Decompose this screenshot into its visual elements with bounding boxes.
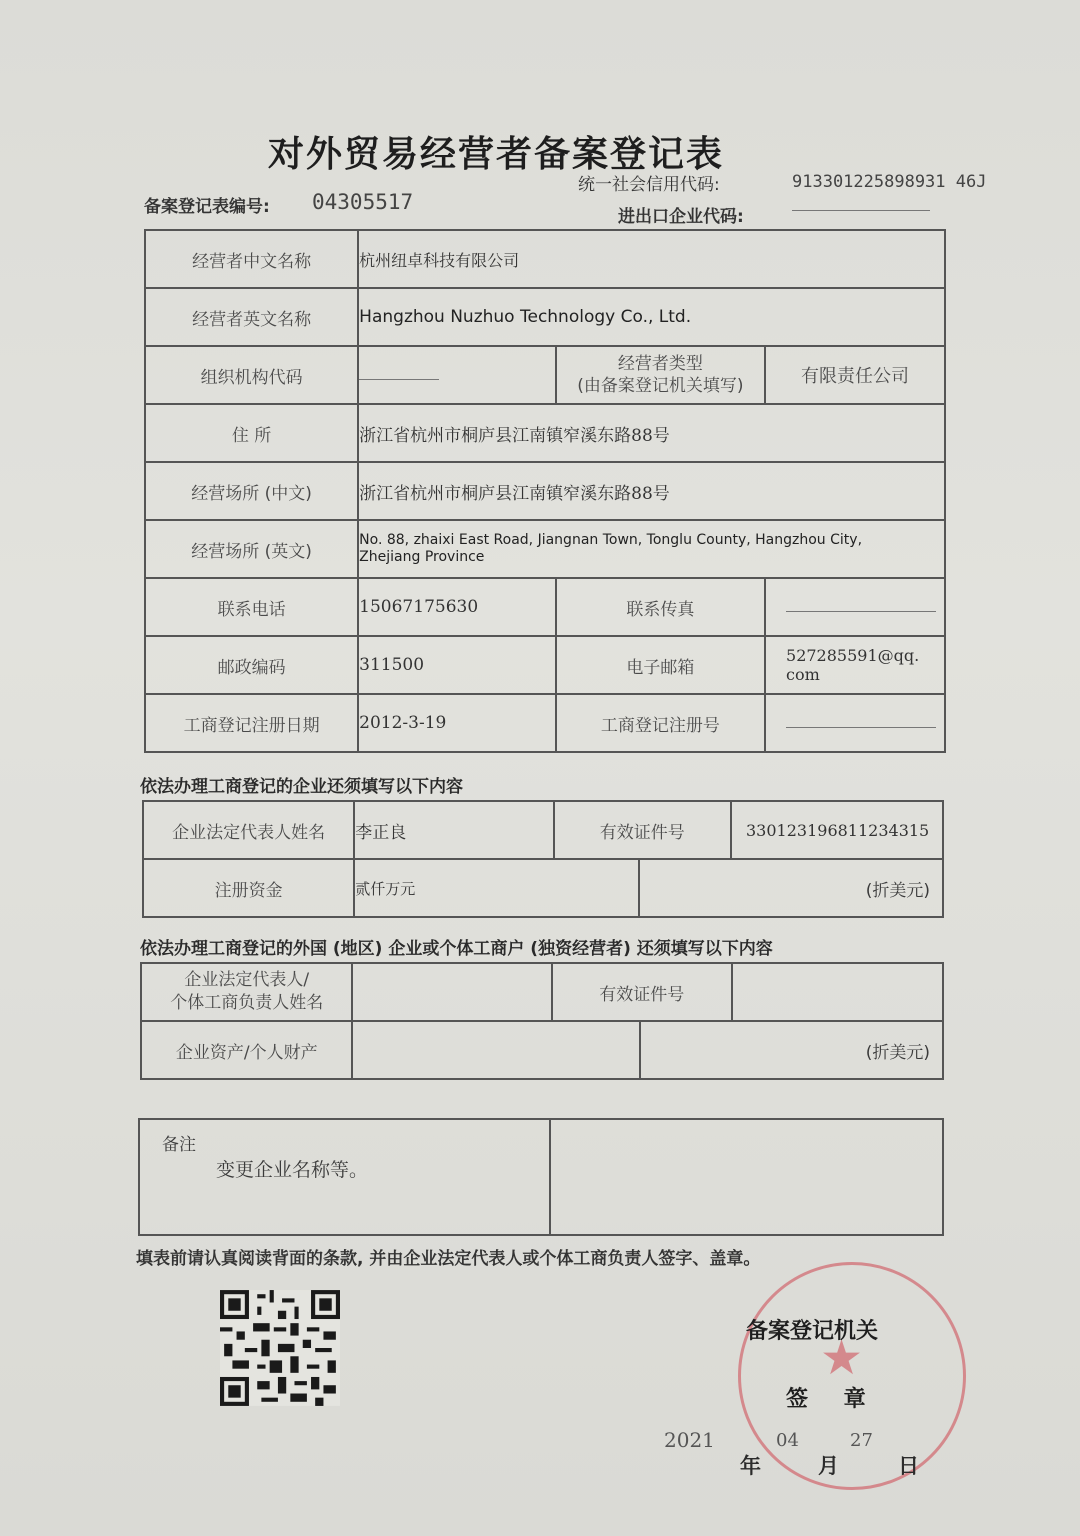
table-row bbox=[145, 636, 945, 694]
table-row bbox=[145, 694, 945, 752]
legal-rep-label: 企业法定代表人姓名 bbox=[143, 801, 354, 859]
capital-label: 注册资金 bbox=[143, 859, 354, 917]
import-export-code-blank bbox=[792, 210, 930, 211]
table-row bbox=[145, 288, 945, 346]
postcode-label: 邮政编码 bbox=[145, 636, 358, 694]
date-month-value: 04 bbox=[776, 1430, 799, 1451]
form-no-label: 备案登记表编号: bbox=[144, 197, 270, 217]
authority-label: 备案登记机关 bbox=[746, 1319, 879, 1344]
org-code-label: 组织机构代码 bbox=[145, 346, 358, 404]
name-en-label: 经营者英文名称 bbox=[145, 288, 358, 346]
remarks-blank-cell bbox=[550, 1119, 943, 1235]
sign-label: 签 章 bbox=[786, 1387, 880, 1412]
id-no-label-2: 有效证件号 bbox=[552, 963, 732, 1021]
rep-name-label-line1: 企业法定代表人/ bbox=[184, 970, 310, 990]
month-label: 月 bbox=[818, 1454, 839, 1478]
address-label: 住 所 bbox=[145, 404, 358, 462]
phone-value: 15067175630 bbox=[358, 578, 556, 636]
biz-place-cn-value: 浙江省杭州市桐庐县江南镇窄溪东路88号 bbox=[358, 462, 945, 520]
biz-place-en-line1: No. 88, zhaixi East Road, Jiangnan Town, Tonglu County, Hangzhou City, bbox=[359, 532, 863, 548]
table-row bbox=[145, 230, 945, 288]
fax-label: 联系传真 bbox=[556, 578, 765, 636]
main-table bbox=[144, 229, 946, 753]
table-row bbox=[141, 963, 943, 1021]
rep-name-label bbox=[141, 963, 352, 1021]
table-row bbox=[143, 801, 943, 859]
section1-table bbox=[142, 800, 944, 918]
email-value: 527285591@qq. com bbox=[765, 636, 945, 694]
table-row bbox=[143, 859, 943, 917]
date-day-value: 27 bbox=[850, 1430, 873, 1451]
operator-type-label bbox=[556, 346, 765, 404]
org-code-value bbox=[358, 346, 556, 404]
capital-usd-label: (折美元) bbox=[639, 859, 943, 917]
biz-place-en-value bbox=[358, 520, 945, 578]
assets-value bbox=[352, 1021, 639, 1079]
operator-type-label-line2: (由备案登记机关填写) bbox=[577, 376, 744, 396]
name-cn-label: 经营者中文名称 bbox=[145, 230, 358, 288]
section2-title: 依法办理工商登记的外国 (地区) 企业或个体工商户 (独资经营者) 还须填写以下内容 bbox=[140, 939, 773, 959]
qr-code-icon bbox=[220, 1290, 340, 1406]
section2-table bbox=[140, 962, 944, 1080]
biz-place-en-label: 经营场所 (英文) bbox=[145, 520, 358, 578]
assets-usd-label: (折美元) bbox=[640, 1021, 943, 1079]
reg-date-label: 工商登记注册日期 bbox=[145, 694, 358, 752]
id-no-value-2 bbox=[732, 963, 944, 1021]
form-no-value: 04305517 bbox=[312, 190, 414, 214]
rep-name-label-line2: 个体工商负责人姓名 bbox=[170, 993, 324, 1013]
table-row bbox=[145, 404, 945, 462]
biz-place-en-line2: Zhejiang Province bbox=[359, 549, 485, 565]
table-row bbox=[145, 462, 945, 520]
operator-type-label-line1: 经营者类型 bbox=[617, 354, 703, 374]
biz-place-cn-label: 经营场所 (中文) bbox=[145, 462, 358, 520]
postcode-value: 311500 bbox=[358, 636, 556, 694]
id-no-label: 有效证件号 bbox=[554, 801, 731, 859]
id-no-value: 330123196811234315 bbox=[731, 801, 943, 859]
reg-no-label: 工商登记注册号 bbox=[556, 694, 765, 752]
date-year-value: 2021 bbox=[664, 1428, 715, 1452]
phone-label: 联系电话 bbox=[145, 578, 358, 636]
section1-title: 依法办理工商登记的企业还须填写以下内容 bbox=[140, 777, 463, 797]
email-label: 电子邮箱 bbox=[556, 636, 765, 694]
table-row bbox=[145, 520, 945, 578]
remarks-text: 变更企业名称等。 bbox=[216, 1159, 369, 1181]
import-export-code-label: 进出口企业代码: bbox=[618, 207, 744, 227]
table-row bbox=[145, 346, 945, 404]
document-title: 对外贸易经营者备案登记表 bbox=[268, 134, 725, 175]
address-value: 浙江省杭州市桐庐县江南镇窄溪东路88号 bbox=[358, 404, 945, 462]
assets-label: 企业资产/个人财产 bbox=[141, 1021, 352, 1079]
credit-code-value: 913301225898931 46J bbox=[792, 172, 987, 192]
year-label: 年 bbox=[740, 1454, 761, 1478]
operator-type-value: 有限责任公司 bbox=[765, 346, 945, 404]
fax-value bbox=[765, 578, 945, 636]
legal-rep-value: 李正良 bbox=[354, 801, 553, 859]
credit-code-label: 统一社会信用代码: bbox=[578, 175, 720, 195]
rep-name-value bbox=[352, 963, 551, 1021]
table-row bbox=[141, 1021, 943, 1079]
table-row bbox=[145, 578, 945, 636]
table-row bbox=[139, 1119, 943, 1235]
remarks-table bbox=[138, 1118, 944, 1236]
capital-value: 贰仟万元 bbox=[354, 859, 639, 917]
seal-star-icon: ★ bbox=[820, 1330, 864, 1386]
name-en-value: Hangzhou Nuzhuo Technology Co., Ltd. bbox=[358, 288, 945, 346]
day-label: 日 bbox=[898, 1454, 919, 1478]
remarks-cell bbox=[139, 1119, 550, 1235]
name-cn-value: 杭州纽卓科技有限公司 bbox=[358, 230, 945, 288]
reg-date-value: 2012-3-19 bbox=[358, 694, 556, 752]
remarks-label: 备注 bbox=[162, 1135, 196, 1155]
footer-notice: 填表前请认真阅读背面的条款, 并由企业法定代表人或个体工商负责人签字、盖章。 bbox=[136, 1249, 761, 1269]
reg-no-value bbox=[765, 694, 945, 752]
